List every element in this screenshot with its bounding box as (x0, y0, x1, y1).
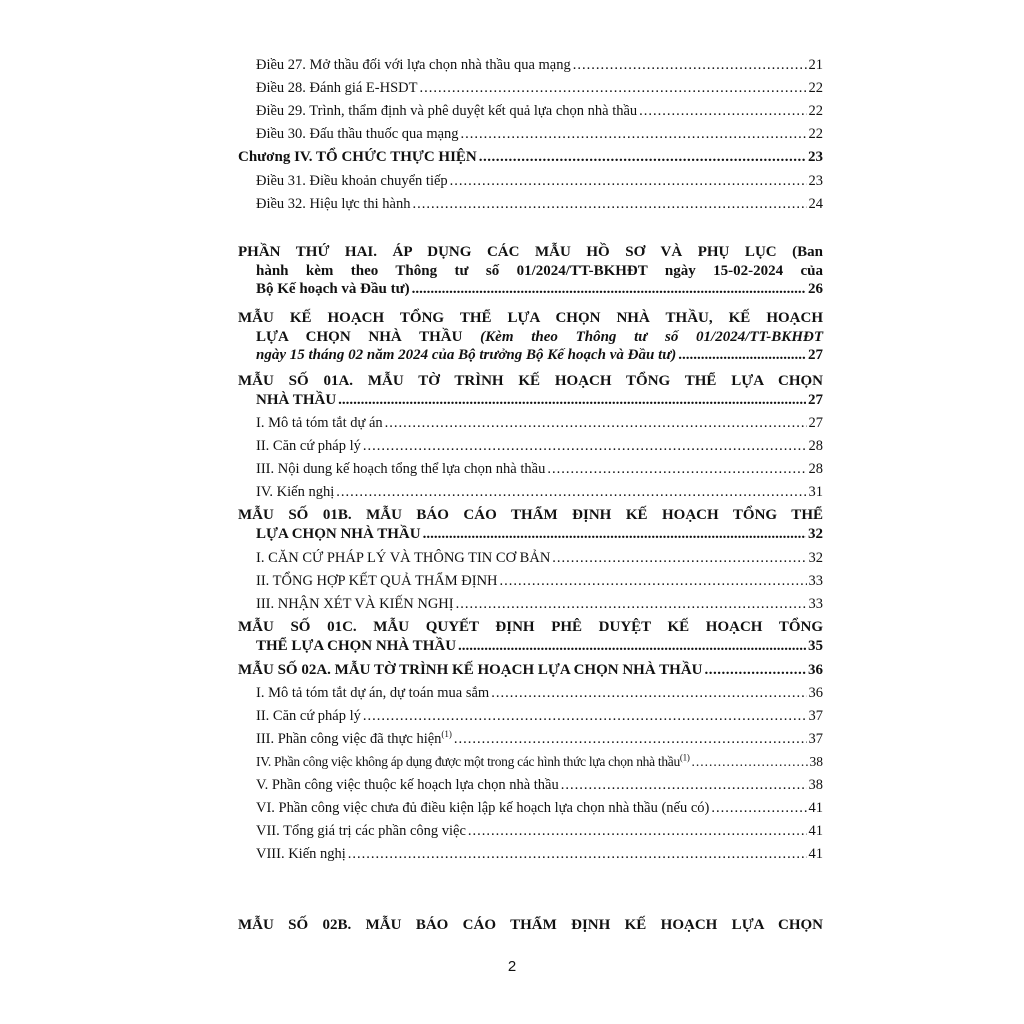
page-number: 2 (507, 958, 517, 975)
toc-chapter-heading[interactable]: Chương IV. TỔ CHỨC THỰC HIỆN ..... 23 (238, 148, 823, 166)
toc-entry[interactable]: Điều 29. Trình, thẩm định và phê duyệt kết quả lựa chọn nhà thầu ..... 22 (256, 102, 823, 120)
toc-entry[interactable]: VII. Tổng giá trị các phần công việc ..... 41 (256, 822, 823, 840)
toc-template-heading[interactable]: MẪU SỐ 01B. MẪU BÁO CÁO THẨM ĐỊNH KẾ HOẠCH TỔNG THỂ LỰA CHỌN NHÀ THẦU ..... 32 (238, 506, 823, 543)
toc-entry[interactable]: VIII. Kiến nghị ..... 41 (256, 845, 823, 863)
toc-entry[interactable]: III. Nội dung kế hoạch tổng thể lựa chọn nhà thầu ..... 28 (256, 460, 823, 478)
toc-template-heading[interactable]: MẪU KẾ HOẠCH TỔNG THỂ LỰA CHỌN NHÀ THẦU, KẾ HOẠCH LỰA CHỌN NHÀ THẦU (Kèm theo Thông tư số 01/2024/TT-BKHĐT ngày 15 tháng 02 năm 2024 của Bộ trưởng Bộ Kế hoạch và Đầu tư) ..... 27 (238, 309, 823, 365)
toc-entry[interactable]: Điều 32. Hiệu lực thi hành ..... 24 (256, 195, 823, 213)
toc-entry[interactable]: VI. Phần công việc chưa đủ điều kiện lập kế hoạch lựa chọn nhà thầu (nếu có) ..... 41 (256, 799, 823, 817)
toc-entry[interactable]: I. Mô tả tóm tắt dự án ..... 27 (256, 414, 823, 432)
toc-entry[interactable]: II. Căn cứ pháp lý ..... 28 (256, 437, 823, 455)
toc-entry[interactable]: II. Căn cứ pháp lý ..... 37 (256, 707, 823, 725)
toc-entry[interactable]: I. Mô tả tóm tắt dự án, dự toán mua sắm ..... 36 (256, 684, 823, 702)
toc-template-heading[interactable]: MẪU SỐ 01A. MẪU TỜ TRÌNH KẾ HOẠCH TỔNG THỂ LỰA CHỌN NHÀ THẦU ..... 27 (238, 372, 823, 409)
toc-entry[interactable]: III. NHẬN XÉT VÀ KIẾN NGHỊ ..... 33 (256, 595, 823, 613)
toc-part-heading[interactable]: PHẦN THỨ HAI. ÁP DỤNG CÁC MẪU HỒ SƠ VÀ PHỤ LỤC (Ban hành kèm theo Thông tư số 01/2024/TT-BKHĐT ngày 15-02-2024 của Bộ Kế hoạch và Đầu tư) ..... 26 (238, 243, 823, 299)
toc-entry[interactable]: IV. Kiến nghị ..... 31 (256, 483, 823, 501)
toc-entry[interactable]: Điều 28. Đánh giá E-HSDT ..... 22 (256, 79, 823, 97)
toc-entry[interactable]: II. TỔNG HỢP KẾT QUẢ THẨM ĐỊNH ..... 33 (256, 572, 823, 590)
toc-entry[interactable]: Điều 27. Mở thầu đối với lựa chọn nhà thầu qua mạng ..... 21 (256, 56, 823, 74)
toc-entry[interactable]: V. Phần công việc thuộc kế hoạch lựa chọn nhà thầu ..... 38 (256, 776, 823, 794)
toc-template-heading[interactable]: MẪU SỐ 02B. MẪU BÁO CÁO THẨM ĐỊNH KẾ HOẠCH LỰA CHỌN (238, 917, 823, 933)
toc-template-heading[interactable]: MẪU SỐ 02A. MẪU TỜ TRÌNH KẾ HOẠCH LỰA CHỌN NHÀ THẦU ..... 36 (238, 661, 823, 679)
toc-entry[interactable]: Điều 31. Điều khoản chuyển tiếp ..... 23 (256, 172, 823, 190)
toc-template-heading[interactable]: MẪU SỐ 01C. MẪU QUYẾT ĐỊNH PHÊ DUYỆT KẾ HOẠCH TỔNG THỂ LỰA CHỌN NHÀ THẦU ..... 35 (238, 618, 823, 655)
toc-entry[interactable]: Điều 30. Đấu thầu thuốc qua mạng ..... 22 (256, 125, 823, 143)
toc-entry[interactable]: I. CĂN CỨ PHÁP LÝ VÀ THÔNG TIN CƠ BẢN ..... 32 (256, 549, 823, 567)
toc-entry[interactable]: III. Phần công việc đã thực hiện$^{(1)}$ ..... 37 (256, 730, 823, 748)
toc-entry[interactable]: IV. Phần công việc không áp dụng được một trong các hình thức lựa chọn nhà thầu$^{(1)}$ ..... 38 (256, 753, 823, 771)
